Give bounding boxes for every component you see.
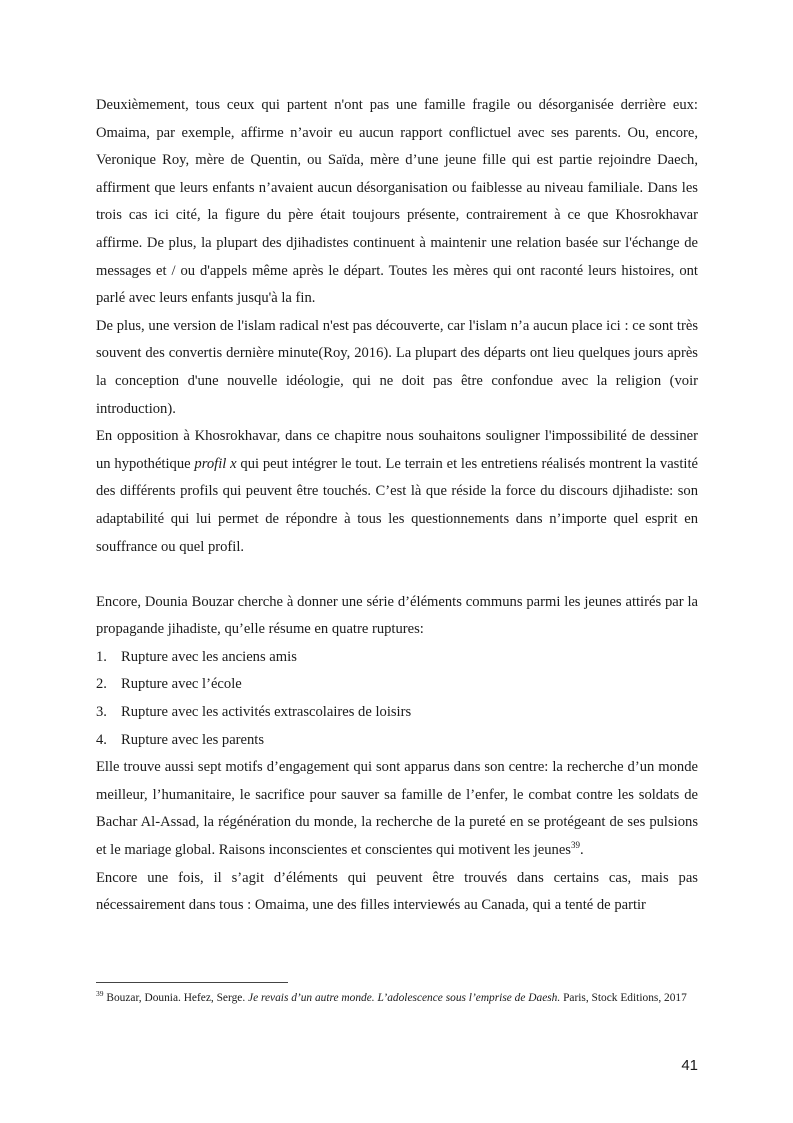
list-item [96,644,698,672]
paragraph-motives-end: . [579,842,584,859]
paragraph-motives-text: Elle trouve aussi sept motifs d’engagement qui sont apparus dans son centre: la recherche d’un monde meilleur, l’humanitaire, le sacrifice pour sauver sa famille de l’enfer, le combat contre les soldats de Bachar Al-Assad, la régénération du monde, la recherche de la pureté en se protégeant de ses pulsions et le mariage global. Raisons inconscientes et conscientes qui motivent les jeunes [96,759,698,859]
footnote-number: 39 [96,989,104,999]
footnote-title: Je revais d’un autre monde. L’adolescence sous l’emprise de Daesh. [248,992,561,1004]
paragraph-bouzar: Encore, Dounia Bouzar cherche à donner une série d’éléments communs parmi les jeunes attirés par la propagande jihadiste, qu’elle résume en quatre ruptures: [96,593,698,638]
ruptures-list [96,644,698,754]
footnote-authors: Bouzar, Dounia. Hefez, Serge. [103,992,249,1004]
list-item [96,671,698,699]
paragraph-radical-islam: De plus, une version de l'islam radical n'est pas découverte, car l'islam n’a aucun place ici : ce sont très souvent des convertis dernière minute(Roy, 2016). La plupart des départs ont lieu quelques jours après la conception d'une nouvelle idéologie, qui ne doit pas être confondue avec la religion (voir introduction). [96,317,698,417]
footnote-divider [96,982,288,983]
paragraph-profile-text-2: qui peut intégrer le tout. Le terrain et les entretiens réalisés montrent la vastité des différents profils qui peuvent être touchés. C’est là que réside la force du discours djihadiste: son adaptabilité qui lui permet de répondre à tous les questionnements dans n’importe quel esprit en souffrance ou quel profil. [96,455,698,555]
footnote-reference[interactable]: 39 [570,840,580,851]
list-item-number: 4. [96,731,107,748]
profil-x-italic: profil x [194,455,237,472]
list-item-text: Rupture avec les anciens amis [121,648,297,665]
document-body [96,92,698,920]
list-item-text: Rupture avec les parents [121,731,265,748]
list-item-text: Rupture avec l’école [121,676,242,693]
paragraph-omaima: Encore une fois, il s’agit d’éléments qui peuvent être trouvés dans certains cas, mais pas nécessairement dans tous : Omaima, une des filles interviewés au Canada, qui a tenté de partir [96,869,698,914]
list-item [96,699,698,727]
paragraph-profile [96,423,698,561]
footnote [96,988,698,1008]
list-item-number: 1. [96,648,107,665]
paragraph-family: Deuxièmement, tous ceux qui partent n'ont pas une famille fragile ou désorganisée derrière eux: Omaima, par exemple, affirme n’avoir eu aucun rapport conflictuel avec ses parents. Ou, encore, Veronique Roy, mère de Quentin, ou Saïda, mère d’une jeune fille qui est partie rejoindre Daech, affirment que leurs enfants n’avaient aucun désorganisation ou faiblesse au niveau familiale. Dans les trois cas ici cité, la figure du père était toujours présente, contrairement à ce que Khosrokhavar affirme. De plus, la plupart des djihadistes continuent à maintenir une relation basée sur l'échange de messages et / ou d'appels même après le départ. Toutes les mères qui ont raconté leurs histoires, ont parlé avec leurs enfants jusqu'à la fin. [96,97,698,307]
paragraph-motives [96,754,698,864]
list-item [96,727,698,755]
list-item-number: 2. [96,676,107,693]
list-item-text: Rupture avec les activités extrascolaires de loisirs [121,704,412,721]
list-item-number: 3. [96,704,107,721]
paragraph-gap [96,561,698,589]
footnote-publisher: Paris, Stock Editions, 2017 [560,992,687,1004]
paragraph-profile-text-1: En opposition à Khosrokhavar, dans ce chapitre nous souhaitons souligner l'impossibilité de dessiner un hypothétique [96,428,698,472]
page-number: 41 [681,1057,698,1074]
